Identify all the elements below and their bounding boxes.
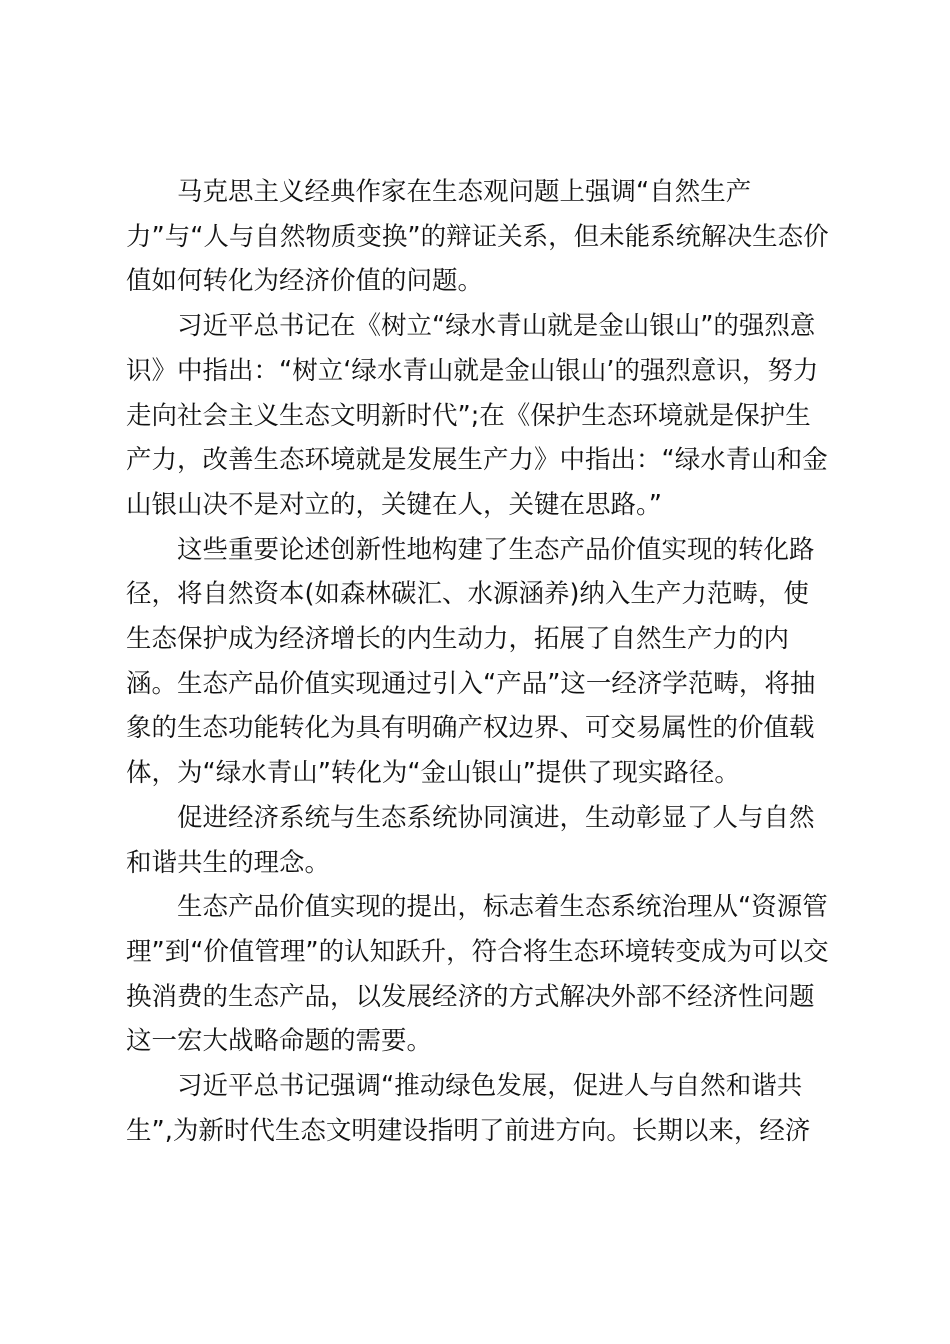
text-line: 理”到“价值管理”的认知跃升，符合将生态环境转变成为可以交 [126,936,829,967]
paragraph-5 [126,885,832,1064]
text-line: 习近平总书记强调“推动绿色发展，促进人与自然和谐共 [177,1071,803,1102]
text-line: 这一宏大战略命题的需要。 [126,1026,433,1057]
text-line: 值如何转化为经济价值的问题。 [126,266,484,297]
text-line: 涵。生态产品价值实现通过引入“产品”这一经济学范畴，将抽 [126,668,816,699]
document-body [126,170,832,1153]
paragraph-3 [126,528,832,796]
paragraph-6 [126,1064,832,1153]
text-line: 促进经济系统与生态系统协同演进，生动彰显了人与自然 [177,802,815,833]
text-line: 力”与“人与自然物质变换”的辩证关系，但未能系统解决生态价 [126,221,829,252]
paragraph-4 [126,796,832,885]
text-line: 生态保护成为经济增长的内生动力，拓展了自然生产力的内 [126,624,790,655]
text-line: 和谐共生的理念。 [126,847,331,878]
text-line: 产力，改善生态环境就是发展生产力》中指出：“绿水青山和金 [126,445,828,476]
text-line: 生”,为新时代生态文明建设指明了前进方向。长期以来，经济 [126,1115,811,1146]
text-line: 这些重要论述创新性地构建了生态产品价值实现的转化路 [177,534,815,565]
text-line: 山银山决不是对立的，关键在人，关键在思路。” [126,489,662,520]
paragraph-2 [126,304,832,528]
text-line: 径，将自然资本(如森林碳汇、水源涵养)纳入生产力范畴，使 [126,579,809,610]
text-line: 习近平总书记在《树立“绿水青山就是金山银山”的强烈意 [177,311,816,342]
text-line: 体，为“绿水青山”转化为“金山银山”提供了现实路径。 [126,758,740,789]
text-line: 生态产品价值实现的提出，标志着生态系统治理从“资源管 [177,892,828,923]
text-line: 识》中指出：“树立‘绿水青山就是金山银山’的强烈意识，努力 [126,355,819,386]
text-line: 换消费的生态产品，以发展经济的方式解决外部不经济性问题 [126,981,815,1012]
text-line: 走向社会主义生态文明新时代”;在《保护生态环境就是保护生 [126,400,811,431]
paragraph-1 [126,170,832,304]
text-line: 马克思主义经典作家在生态观问题上强调“自然生产 [177,177,752,207]
text-line: 象的生态功能转化为具有明确产权边界、可交易属性的价值载 [126,713,815,744]
